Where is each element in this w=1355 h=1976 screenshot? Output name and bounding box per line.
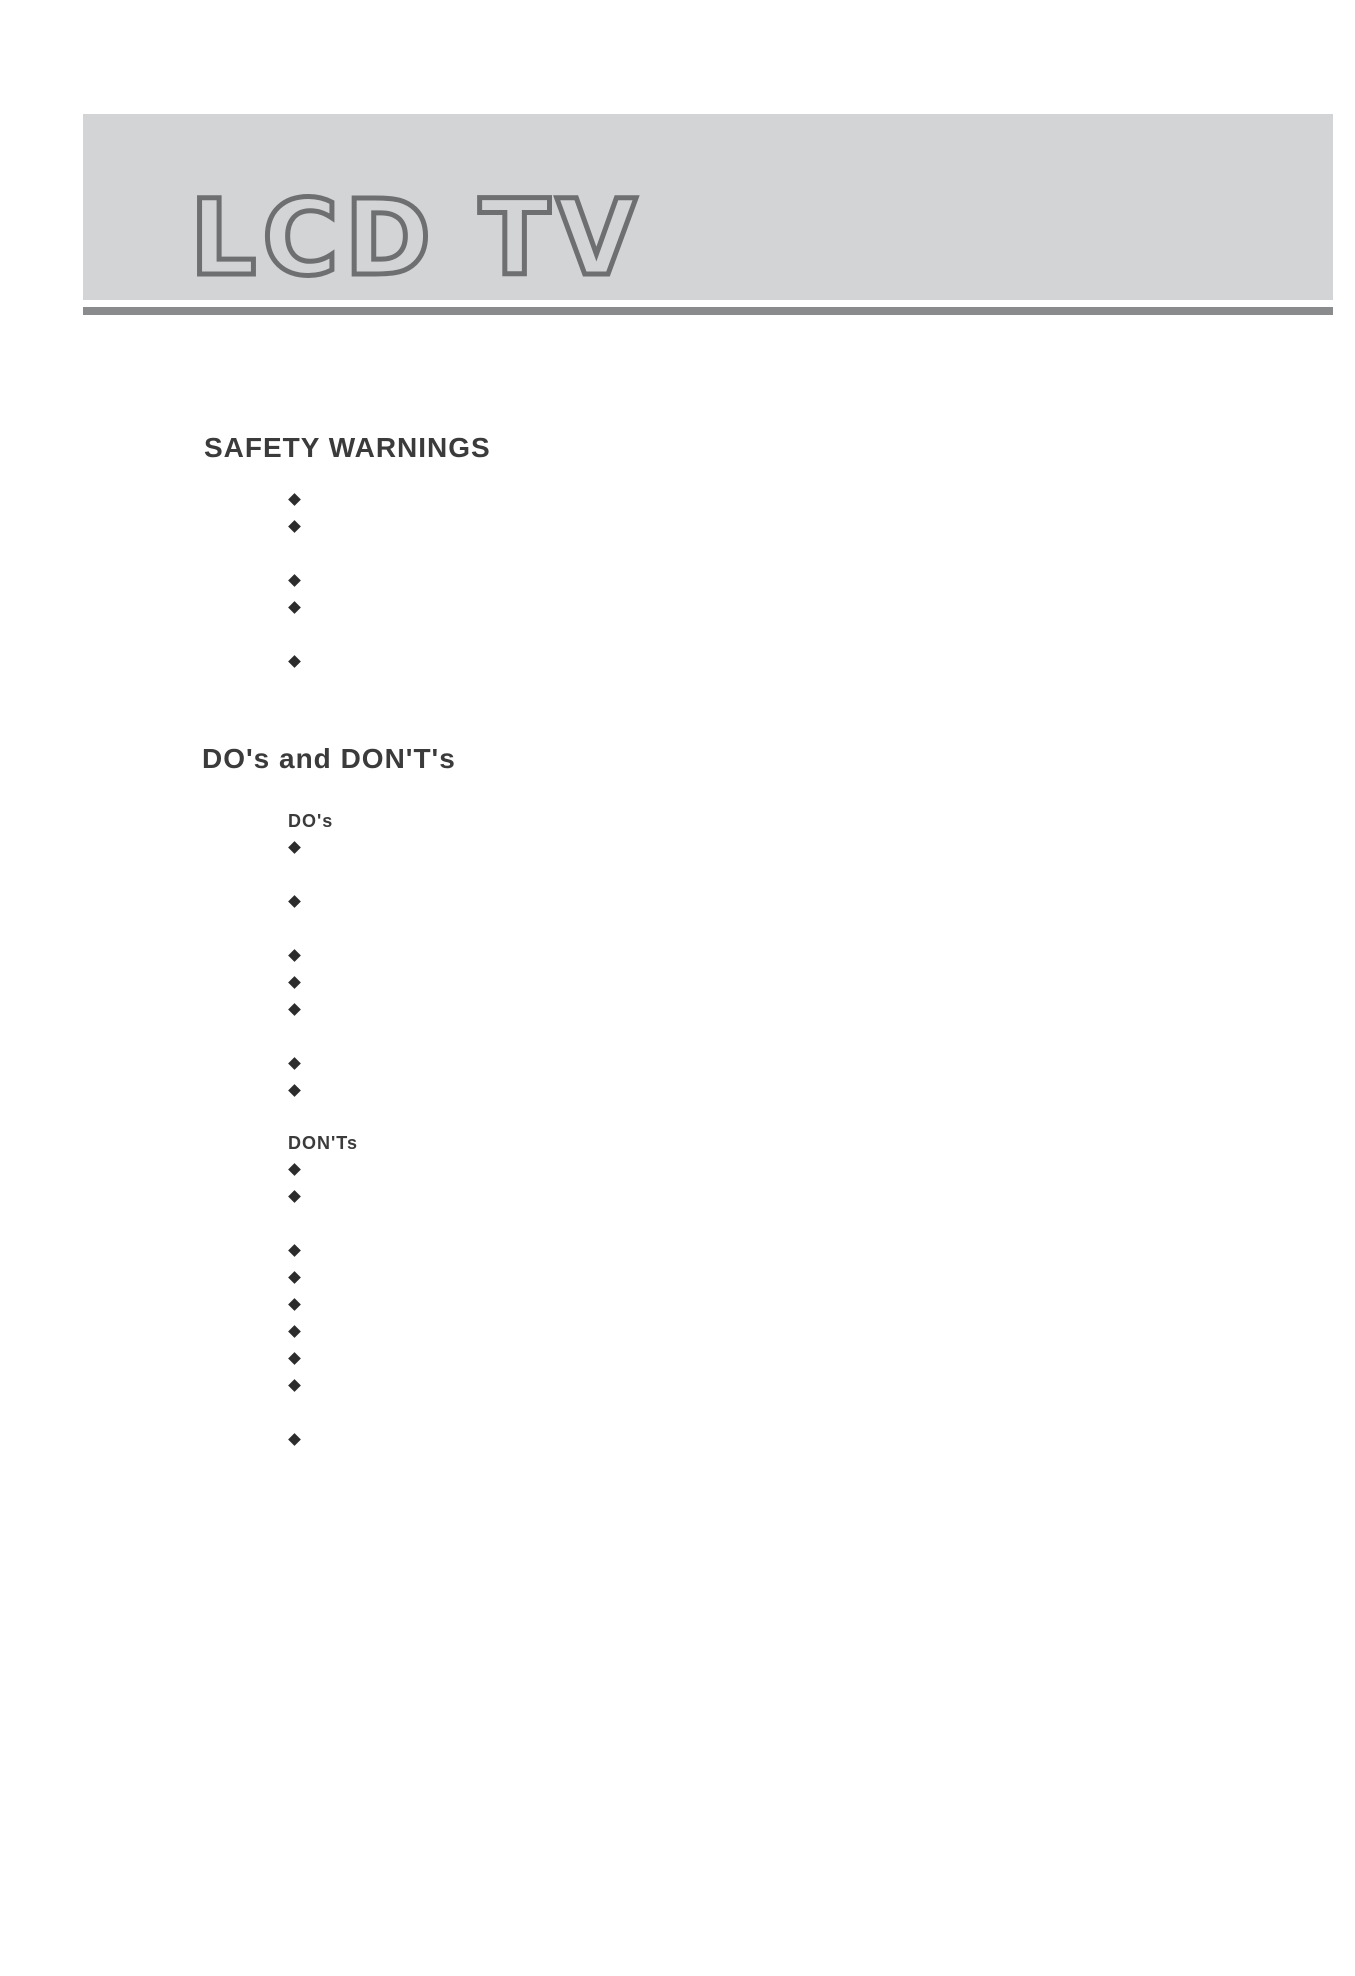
diamond-bullet-icon	[289, 575, 300, 586]
safety-warnings-heading: SAFETY WARNINGS	[204, 432, 491, 463]
diamond-bullet-icon	[289, 1164, 300, 1175]
diamond-bullet-icon	[289, 1299, 300, 1310]
lcd-tv-logo	[188, 186, 748, 286]
diamond-bullet-icon	[289, 1058, 300, 1069]
dos-and-donts-heading: DO's and DON'T's	[202, 743, 456, 774]
diamond-bullet-icon	[289, 1434, 300, 1445]
diamond-bullet-icon	[289, 1191, 300, 1202]
dos-subheading: DO's	[288, 811, 334, 831]
diamond-bullet-icon	[289, 842, 300, 853]
diamond-bullet-icon	[289, 602, 300, 613]
diamond-bullet-icon	[289, 1380, 300, 1391]
diamond-bullet-icon	[289, 1245, 300, 1256]
donts-subheading: DON'Ts	[288, 1133, 358, 1153]
diamond-bullet-icon	[289, 1004, 300, 1015]
lcd-tv-logo-text: LCD TV	[190, 186, 643, 286]
diamond-bullet-icon	[289, 1085, 300, 1096]
diamond-bullet-icon	[289, 521, 300, 532]
diamond-bullet-icon	[289, 494, 300, 505]
diamond-bullet-icon	[289, 977, 300, 988]
diamond-bullet-icon	[289, 656, 300, 667]
diamond-bullet-icon	[289, 1272, 300, 1283]
diamond-bullet-icon	[289, 1326, 300, 1337]
diamond-bullet-icon	[289, 950, 300, 961]
header-divider	[83, 307, 1333, 315]
diamond-bullet-icon	[289, 896, 300, 907]
diamond-bullet-icon	[289, 1353, 300, 1364]
